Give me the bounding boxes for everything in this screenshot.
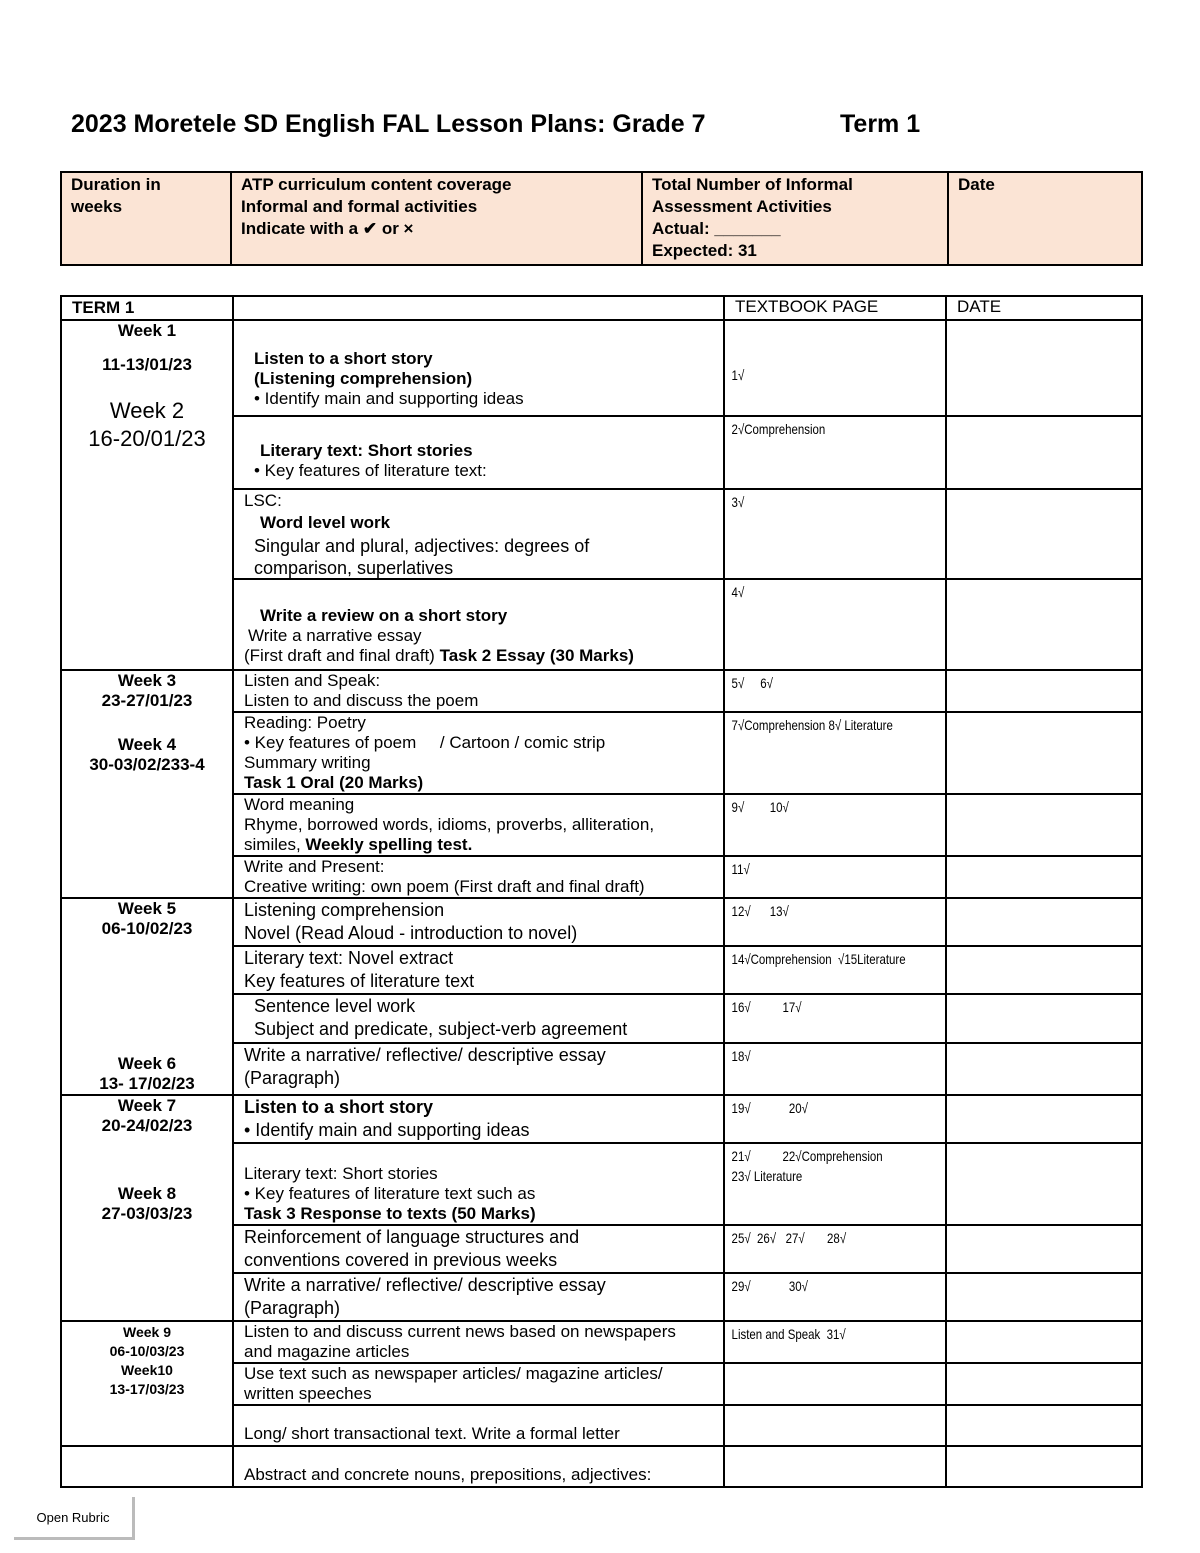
activity-detail: (First draft and final draft) xyxy=(244,646,435,665)
duration-line-2: weeks xyxy=(71,197,123,216)
activity-detail: (Paragraph) xyxy=(244,1298,341,1318)
week-label: Week 7 xyxy=(117,1096,177,1115)
textbook-cell xyxy=(724,1321,946,1363)
textbook-cell xyxy=(724,670,946,712)
textbook-page: 21√ 22√Comprehension xyxy=(731,1148,883,1164)
textbook-cell xyxy=(724,856,946,898)
term-header: TERM 1 xyxy=(61,296,233,320)
open-rubric-button[interactable]: Open Rubric xyxy=(14,1497,135,1540)
activity-detail: • Key features of poem / Cartoon / comic strip xyxy=(244,733,606,752)
week-5-6-cell xyxy=(61,898,233,1095)
activity-title: Literary text: Short stories xyxy=(260,441,473,460)
textbook-page: 18√ xyxy=(731,1048,751,1064)
activity-detail: comparison, superlatives xyxy=(254,558,454,578)
task-label: Task 1 Oral (20 Marks) xyxy=(244,773,424,792)
table-header-row xyxy=(61,296,1142,320)
date-cell[interactable] xyxy=(946,670,1142,712)
textbook-page: 5√ 6√ xyxy=(731,675,773,691)
activity-cell xyxy=(233,579,724,670)
activity-cell xyxy=(233,946,724,994)
summary-header-table xyxy=(60,171,1143,266)
activity-cell xyxy=(233,489,724,579)
activity-detail: Listen to and discuss the poem xyxy=(244,691,479,710)
textbook-cell xyxy=(724,794,946,856)
table-row xyxy=(61,1095,1142,1143)
activity-detail: conventions covered in previous weeks xyxy=(244,1250,558,1270)
week-date: 23-27/01/23 xyxy=(101,691,193,710)
activity-title: Word meaning xyxy=(244,795,355,814)
textbook-cell xyxy=(724,416,946,489)
curriculum-header xyxy=(231,172,642,265)
activity-cell xyxy=(233,856,724,898)
date-cell[interactable] xyxy=(946,1273,1142,1321)
textbook-cell xyxy=(724,1225,946,1273)
week-label: Week 9 xyxy=(123,1324,171,1340)
curriculum-line-2: Informal and formal activities xyxy=(241,197,478,216)
activity-cell xyxy=(233,670,724,712)
activity-detail: Rhyme, borrowed words, idioms, proverbs, alliteration, xyxy=(244,815,655,834)
week-label: Week 1 xyxy=(117,321,177,340)
activity-title: Long/ short transactional text. Write a formal letter xyxy=(244,1424,620,1443)
week-label: Week 8 xyxy=(117,1184,177,1203)
textbook-page: 19√ 20√ xyxy=(731,1100,808,1116)
textbook-cell xyxy=(724,712,946,794)
activity-title: LSC: xyxy=(244,491,282,510)
week-date: 13- 17/02/23 xyxy=(99,1074,195,1093)
activity-detail: • Identify main and supporting ideas xyxy=(254,389,524,408)
task-label: Task 3 Response to texts (50 Marks) xyxy=(244,1204,536,1223)
activity-title: Literary text: Short stories xyxy=(244,1164,438,1183)
textbook-page: 9√ 10√ xyxy=(731,799,789,815)
activity-cell xyxy=(233,1405,724,1446)
assessment-expected: Expected: 31 xyxy=(652,241,757,260)
textbook-cell xyxy=(724,1273,946,1321)
curriculum-line-1: ATP curriculum content coverage xyxy=(241,175,512,194)
textbook-cell xyxy=(724,898,946,946)
activity-cell xyxy=(233,1321,724,1363)
activity-cell xyxy=(233,1225,724,1273)
task-label: Task 2 Essay (30 Marks) xyxy=(439,646,634,665)
lesson-plan-table xyxy=(60,295,1143,1488)
page-title xyxy=(71,110,921,139)
title-term: Term 1 xyxy=(840,110,921,138)
date-cell[interactable] xyxy=(946,946,1142,994)
week-empty-cell xyxy=(61,1446,233,1487)
textbook-page: 3√ xyxy=(731,494,745,510)
date-header: Date xyxy=(948,172,1142,265)
activity-detail: Creative writing: own poem (First draft and final draft) xyxy=(244,877,645,896)
activity-cell xyxy=(233,1273,724,1321)
week-date: 20-24/02/23 xyxy=(101,1116,193,1135)
activity-detail: • Key features of literature text such as xyxy=(244,1184,536,1203)
activity-detail: Singular and plural, adjectives: degrees of xyxy=(254,536,590,556)
textbook-page: 4√ xyxy=(731,584,745,600)
date-cell[interactable] xyxy=(946,856,1142,898)
table-row xyxy=(61,670,1142,712)
week-3-4-cell xyxy=(61,670,233,898)
textbook-cell xyxy=(724,320,946,416)
date-cell[interactable] xyxy=(946,320,1142,416)
textbook-header: TEXTBOOK PAGE xyxy=(724,296,946,320)
week-1-2-cell xyxy=(61,320,233,670)
textbook-page: 12√ 13√ xyxy=(731,903,789,919)
activity-detail: • Identify main and supporting ideas xyxy=(244,1120,530,1140)
week-label: Week 4 xyxy=(117,735,177,754)
week-label: Week 6 xyxy=(117,1054,177,1073)
week-date: 06-10/03/23 xyxy=(109,1343,185,1359)
activity-cell xyxy=(233,1363,724,1405)
activity-title: Listen to a short story xyxy=(244,1097,434,1117)
week-label: Week10 xyxy=(121,1362,173,1378)
spelling-test-label: Weekly spelling test. xyxy=(305,835,473,854)
activity-title: Write a narrative/ reflective/ descriptive essay xyxy=(244,1275,606,1295)
activity-cell xyxy=(233,1143,724,1225)
textbook-page: 23√ Literature xyxy=(731,1168,803,1184)
date-cell[interactable] xyxy=(946,898,1142,946)
textbook-cell xyxy=(724,1446,946,1487)
activity-cell xyxy=(233,1043,724,1095)
activity-detail: similes, xyxy=(244,835,301,854)
textbook-cell xyxy=(724,994,946,1043)
date-cell[interactable] xyxy=(946,1363,1142,1405)
activity-title: Listen to and discuss current news based on newspapers xyxy=(244,1322,676,1341)
date-col-header: DATE xyxy=(946,296,1142,320)
activity-title: Listen to a short story xyxy=(254,349,433,368)
activity-title: Listen and Speak: xyxy=(244,671,381,690)
week-date: 11-13/01/23 xyxy=(102,355,192,374)
activity-title: Reinforcement of language structures and xyxy=(244,1227,580,1247)
activity-cell xyxy=(233,320,724,416)
date-cell[interactable] xyxy=(946,1321,1142,1363)
week-label: Week 2 xyxy=(109,398,185,423)
activity-detail: written speeches xyxy=(244,1384,372,1403)
date-cell[interactable] xyxy=(946,1446,1142,1487)
activity-title: Write a narrative/ reflective/ descriptive essay xyxy=(244,1045,606,1065)
activity-detail: Key features of literature text xyxy=(244,971,475,991)
assessment-line-1: Total Number of Informal xyxy=(652,175,853,194)
textbook-cell xyxy=(724,1405,946,1446)
activity-title: Write a review on a short story xyxy=(260,606,508,625)
week-date: 06-10/02/23 xyxy=(101,919,193,938)
activity-detail: Subject and predicate, subject-verb agreement xyxy=(254,1019,628,1039)
textbook-page: 14√Comprehension √15Literature xyxy=(731,951,906,967)
activity-cell xyxy=(233,898,724,946)
date-cell[interactable] xyxy=(946,794,1142,856)
textbook-cell xyxy=(724,489,946,579)
activity-detail: Novel (Read Aloud - introduction to novel) xyxy=(244,923,578,943)
textbook-cell xyxy=(724,1143,946,1225)
assessment-line-2: Assessment Activities xyxy=(652,197,832,216)
activity-title: Use text such as newspaper articles/ magazine articles/ xyxy=(244,1364,663,1383)
date-cell[interactable] xyxy=(946,1225,1142,1273)
week-label: Week 5 xyxy=(117,899,177,918)
activity-detail: Summary writing xyxy=(244,753,371,772)
activity-header xyxy=(233,296,724,320)
week-9-10-cell xyxy=(61,1321,233,1446)
week-label: Week 3 xyxy=(117,671,177,690)
activity-title: Listening comprehension xyxy=(244,900,445,920)
date-cell[interactable] xyxy=(946,1043,1142,1095)
week-date: 27-03/03/23 xyxy=(101,1204,193,1223)
textbook-page: 11√ xyxy=(731,861,750,877)
activity-cell xyxy=(233,794,724,856)
textbook-page: 2√Comprehension xyxy=(731,421,826,437)
table-row xyxy=(61,1446,1142,1487)
week-date: 13-17/03/23 xyxy=(109,1381,185,1397)
date-cell[interactable] xyxy=(946,489,1142,579)
activity-cell xyxy=(233,1095,724,1143)
textbook-cell xyxy=(724,1363,946,1405)
activity-subtitle: Word level work xyxy=(260,513,391,532)
activity-title: Literary text: Novel extract xyxy=(244,948,454,968)
assessment-header xyxy=(642,172,948,265)
textbook-page: 7√Comprehension 8√ Literature xyxy=(731,717,893,733)
activity-title: Sentence level work xyxy=(254,996,416,1016)
week-date: 16-20/01/23 xyxy=(88,426,206,451)
textbook-page: 1√ xyxy=(731,367,745,383)
textbook-cell xyxy=(724,946,946,994)
week-date: 30-03/02/233-4 xyxy=(89,755,205,774)
curriculum-line-3: Indicate with a ✔ or × xyxy=(241,219,414,238)
textbook-page: 29√ 30√ xyxy=(731,1278,808,1294)
table-row xyxy=(61,898,1142,946)
activity-detail: (Paragraph) xyxy=(244,1068,341,1088)
date-cell[interactable] xyxy=(946,1405,1142,1446)
activity-detail: and magazine articles xyxy=(244,1342,410,1361)
table-row xyxy=(61,320,1142,416)
date-cell[interactable] xyxy=(946,579,1142,670)
activity-cell xyxy=(233,416,724,489)
activity-detail: • Key features of literature text: xyxy=(254,461,487,480)
duration-line-1: Duration in xyxy=(71,175,161,194)
assessment-actual: Actual: _______ xyxy=(652,219,781,238)
textbook-page: 25√ 26√ 27√ 28√ xyxy=(731,1230,847,1246)
date-cell[interactable] xyxy=(946,1095,1142,1143)
activity-title: Reading: Poetry xyxy=(244,713,366,732)
date-cell[interactable] xyxy=(946,994,1142,1043)
date-cell[interactable] xyxy=(946,1143,1142,1225)
activity-subtitle: (Listening comprehension) xyxy=(254,369,473,388)
activity-title: Abstract and concrete nouns, prepositions, adjectives: xyxy=(244,1465,652,1484)
week-7-8-cell xyxy=(61,1095,233,1321)
activity-cell xyxy=(233,1446,724,1487)
textbook-page: Listen and Speak 31√ xyxy=(731,1326,846,1342)
duration-header xyxy=(61,172,231,265)
activity-title: Write and Present: xyxy=(244,857,385,876)
date-cell[interactable] xyxy=(946,712,1142,794)
textbook-page: 16√ 17√ xyxy=(731,999,802,1015)
title-main: 2023 Moretele SD English FAL Lesson Plans: Grade 7 xyxy=(71,110,706,138)
textbook-cell xyxy=(724,1095,946,1143)
date-cell[interactable] xyxy=(946,416,1142,489)
textbook-cell xyxy=(724,1043,946,1095)
activity-cell xyxy=(233,712,724,794)
activity-detail: Write a narrative essay xyxy=(248,626,422,645)
activity-cell xyxy=(233,994,724,1043)
textbook-cell xyxy=(724,579,946,670)
table-row xyxy=(61,1321,1142,1363)
